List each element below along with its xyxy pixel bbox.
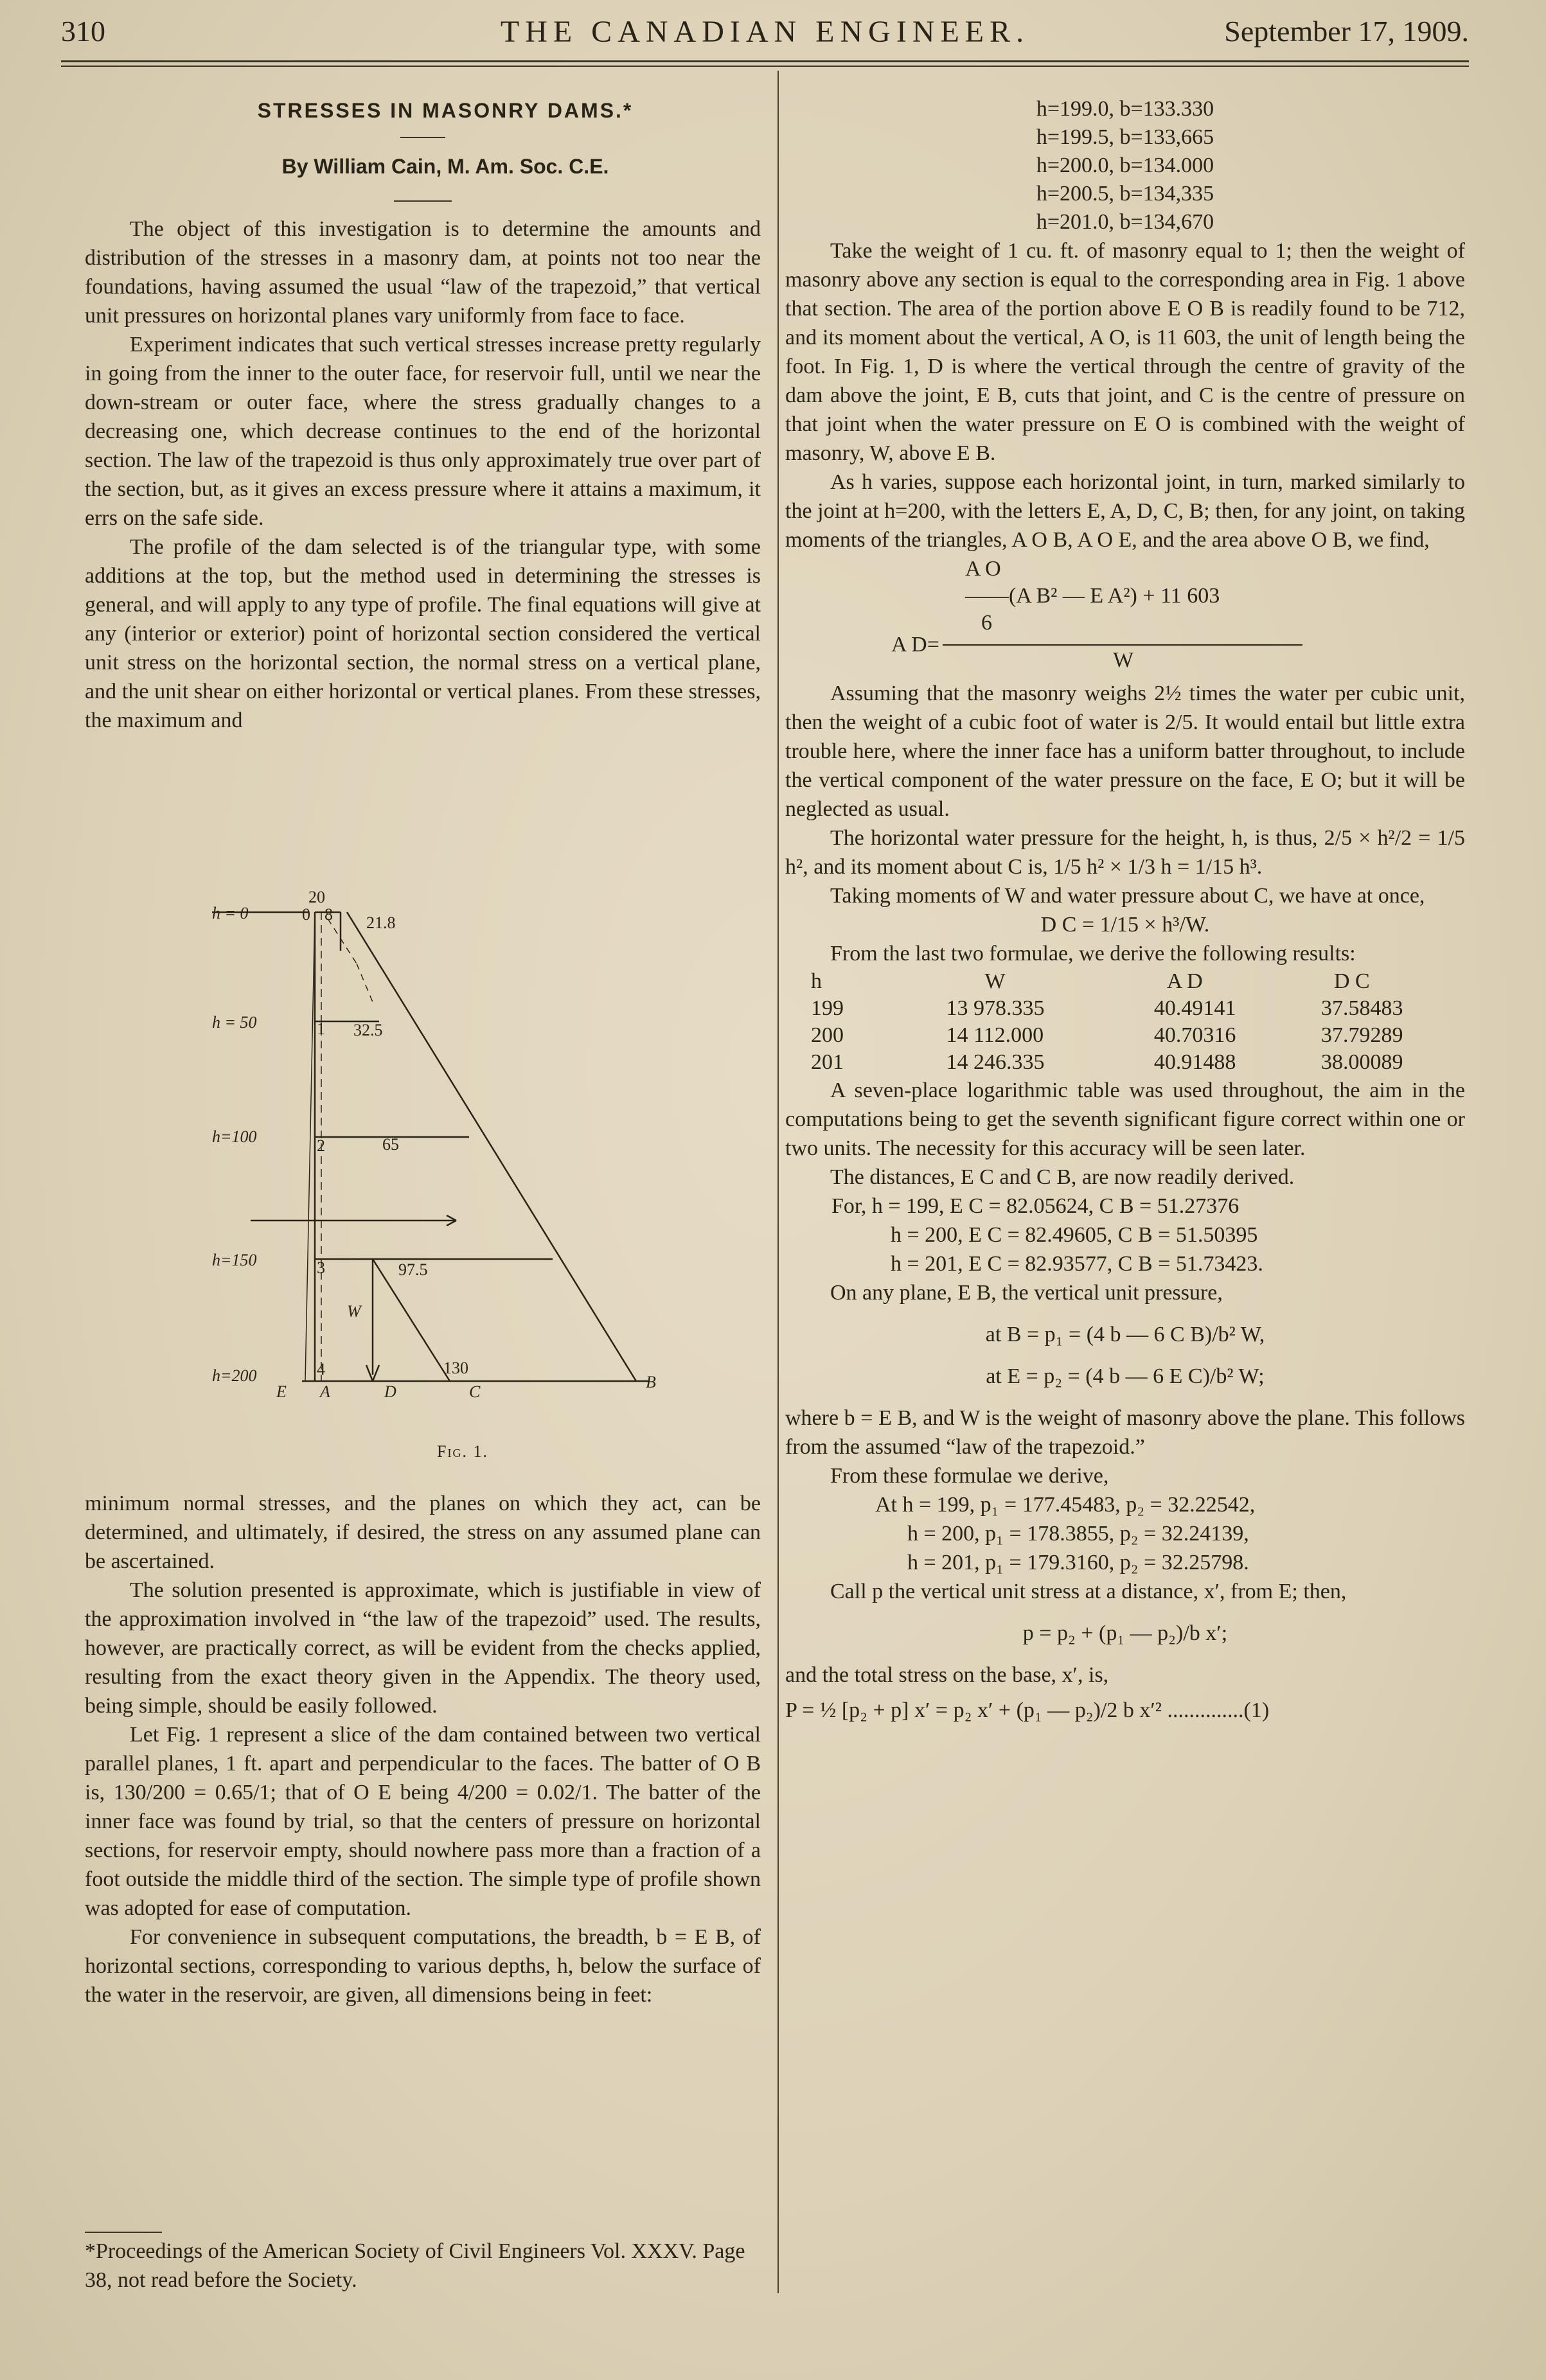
equation-p: p = p₂ + (p₁ — p₂)/b x′; xyxy=(1022,1621,1228,1645)
label-n3: 3 xyxy=(317,1258,325,1277)
page-header xyxy=(61,14,1469,59)
figure-1 xyxy=(212,874,713,1465)
label-C: C xyxy=(469,1382,481,1401)
ec-cb-row: h = 201, E C = 82.93577, C B = 51.73423. xyxy=(891,1252,1263,1276)
label-n2: 2 xyxy=(317,1136,325,1155)
paragraph: On any plane, E B, the vertical unit pressure, xyxy=(830,1281,1223,1305)
paragraph: The object of this investigation is to determine the amounts and distribution of the stresses in a masonry dam, at points not too near the foundations, having assumed the usual “law of the trapezoid,” that vertical unit pressures on horizontal planes vary uniformly from face to face. xyxy=(85,217,761,328)
label-w100: 65 xyxy=(382,1135,399,1154)
paragraph: Taking moments of W and water pressure about C, we have at once, xyxy=(830,884,1425,908)
label-h50: h = 50 xyxy=(212,1013,257,1032)
byline-rule xyxy=(394,200,452,202)
left-column-bottom xyxy=(85,1489,761,2009)
paragraph: Take the weight of 1 cu. ft. of masonry equal to 1; then the weight of masonry above any section is equal to the corresponding area in Fig. 1 above that section. The area of the portion above E O B is readily found to be 712, and its moment about the vertical, A O, is 11 603, the unit of length being the foot. In Fig. 1, D is where the vertical through the centre of gravity of the dam above the joint, E B, cuts that joint, and C is the centre of pressure on that joint when the water pressure on E O is combined with the weight of masonry, W, above E B. xyxy=(785,239,1465,465)
results-table xyxy=(785,968,1465,1076)
label-w50: 32.5 xyxy=(353,1021,383,1039)
breadth-row: h=200.0, b=134.000 xyxy=(1036,154,1214,177)
article-title: STRESSES IN MASONRY DAMS.* xyxy=(257,99,634,122)
label-h200: h=200 xyxy=(212,1366,257,1385)
table-cell: 40.91488 xyxy=(1153,1050,1236,1074)
table-cell: 14 112.000 xyxy=(946,1023,1044,1047)
equation-pressure-e: at E = p₂ = (4 b — 6 E C)/b² W; xyxy=(986,1364,1265,1388)
paragraph: The distances, E C and C B, are now readily derived. xyxy=(830,1165,1295,1189)
table-cell: 199 xyxy=(811,996,844,1020)
column-divider xyxy=(777,71,779,2293)
p-values-row: h = 200, p₁ = 178.3855, p₂ = 32.24139, xyxy=(907,1522,1249,1546)
label-D: D xyxy=(384,1382,396,1401)
paragraph: From the last two formulae, we derive the following results: xyxy=(830,942,1356,965)
label-eight: 8 xyxy=(324,905,333,924)
table-header: D C xyxy=(1334,969,1370,993)
table-header: h xyxy=(811,969,822,993)
table-row xyxy=(785,1022,1465,1049)
ec-cb-row: h = 200, E C = 82.49605, C B = 51.50395 xyxy=(891,1223,1258,1247)
label-B: B xyxy=(646,1373,656,1391)
paragraph: As h varies, suppose each horizontal joint, in turn, marked similarly to the joint at h=200, with the letters E, A, D, C, B; then, for any joint, on taking moments of the triangles, A O B, A O E, and the area above O B, we find, xyxy=(785,470,1465,552)
ec-cb-row: For, h = 199, E C = 82.05624, C B = 51.27376 xyxy=(831,1194,1239,1218)
equation-dc: D C = 1/15 × h³/W. xyxy=(1040,913,1210,937)
issue-date: September 17, 1909. xyxy=(1224,15,1469,48)
p-values-list xyxy=(785,1490,1465,1577)
table-row xyxy=(785,1049,1465,1076)
label-n4: 4 xyxy=(317,1360,325,1379)
footnote xyxy=(85,2237,761,2295)
table-cell: 40.70316 xyxy=(1153,1023,1236,1047)
breadth-row: h=199.5, b=133,665 xyxy=(1036,125,1214,149)
label-h0: h = 0 xyxy=(212,904,249,922)
label-n1: 1 xyxy=(317,1019,325,1038)
label-E: E xyxy=(276,1382,287,1401)
article-byline: By William Cain, M. Am. Soc. C.E. xyxy=(281,155,609,178)
table-cell: 200 xyxy=(811,1023,844,1047)
label-top-width: 20 xyxy=(308,888,325,906)
breadth-row: h=199.0, b=133.330 xyxy=(1036,97,1214,121)
table-cell: 40.49141 xyxy=(1153,996,1236,1020)
label-W: W xyxy=(347,1302,361,1321)
label-top-right: 21.8 xyxy=(366,913,396,932)
paragraph: For convenience in subsequent computations, the breadth, b = E B, of horizontal sections, corresponding to various depths, h, below the surface of the water in the reservoir, are given, all dimensions being in feet: xyxy=(85,1925,761,2007)
header-rule xyxy=(61,60,1469,62)
table-header: W xyxy=(984,969,1006,993)
footnote-rule xyxy=(85,2232,162,2233)
table-cell: 201 xyxy=(811,1050,844,1074)
magazine-title: THE CANADIAN ENGINEER. xyxy=(500,15,1030,49)
eq-ad-six: 6 xyxy=(981,611,992,635)
label-w150: 97.5 xyxy=(398,1260,428,1279)
table-row xyxy=(785,995,1465,1022)
eq-ad-numerator: ——(A B² — E A²) + 11 603 xyxy=(965,584,1220,608)
ec-cb-list xyxy=(785,1192,1465,1278)
table-cell: 13 978.335 xyxy=(946,996,1045,1020)
table-cell: 37.58483 xyxy=(1321,996,1403,1020)
paragraph: The solution presented is approximate, which is justifiable in view of the approximation involved in “the law of the trapezoid” used. The results, however, are practically correct, as will be evident from the checks applied, resulting from the exact theory given in the Appendix. The theory used, being simple, should be easily followed. xyxy=(85,1578,761,1718)
figure-caption: Fig. 1. xyxy=(437,1442,488,1461)
paragraph: and the total stress on the base, x′, is, xyxy=(785,1663,1109,1687)
label-o: 0 xyxy=(302,905,310,924)
header-rule-thin xyxy=(61,66,1469,67)
equation-pressure-b: at B = p₁ = (4 b — 6 C B)/b² W, xyxy=(985,1323,1265,1346)
table-header: A D xyxy=(1166,969,1203,993)
paragraph: From these formulae we derive, xyxy=(830,1464,1109,1488)
label-A: A xyxy=(320,1382,330,1401)
footnote-text: *Proceedings of the American Society of Civil Engineers Vol. XXXV. Page 38, not read before the Society. xyxy=(85,2239,745,2292)
table-header-row xyxy=(785,968,1465,995)
equation-total-stress: P = ½ [p₂ + p] x′ = p₂ x′ + (p₁ — p₂)/2 b x′² ..............(1) xyxy=(785,1698,1270,1722)
paragraph: Experiment indicates that such vertical stresses increase pretty regularly in going from the inner to the outer face, for reservoir full, until we near the down-stream or outer face, where the stress gradually changes to a decreasing one, which decrease continues to the end of the horizontal section. The law of the trapezoid is thus only approximately true over part of the section, but, as it gives an excess pressure where it attains a maximum, it errs on the safe side. xyxy=(85,333,761,530)
title-rule xyxy=(400,137,445,138)
paragraph: where b = E B, and W is the weight of masonry above the plane. This follows from the assumed “law of the trapezoid.” xyxy=(785,1406,1465,1459)
breadth-row: h=201.0, b=134,670 xyxy=(1036,210,1214,234)
label-h150: h=150 xyxy=(212,1251,257,1269)
table-cell: 14 246.335 xyxy=(946,1050,1045,1074)
page-number: 310 xyxy=(61,15,105,48)
eq-ad-denominator: W xyxy=(1113,648,1134,672)
paragraph: Assuming that the masonry weighs 2½ times the water per cubic unit, then the weight of a cubic foot of water is 2/5. It would entail but little extra trouble here, where the inner face has a uniform batter throughout, to include the vertical component of the water pressure on the face, E O; but it will be neglected as usual. xyxy=(785,682,1465,821)
equation-ad xyxy=(785,554,1465,670)
paragraph: The horizontal water pressure for the height, h, is thus, 2/5 × h²/2 = 1/5 h², and its moment about C is, 1/5 h² × 1/3 h = 1/15 h³. xyxy=(785,826,1465,879)
label-w200: 130 xyxy=(443,1359,468,1377)
paragraph: A seven-place logarithmic table was used throughout, the aim in the computations being to get the seventh significant figure correct within one or two units. The necessity for this accuracy will be seen later. xyxy=(785,1079,1465,1160)
dam-profile-diagram xyxy=(212,874,713,1439)
p-values-row: h = 201, p₁ = 179.3160, p₂ = 32.25798. xyxy=(907,1551,1249,1574)
right-column xyxy=(785,95,1465,1725)
label-h100: h=100 xyxy=(212,1127,257,1146)
eq-ad-lhs: A D= xyxy=(891,633,939,657)
left-column-top xyxy=(85,96,761,735)
table-cell: 38.00089 xyxy=(1321,1050,1403,1074)
table-cell: 37.79289 xyxy=(1321,1023,1403,1047)
breadth-list xyxy=(785,95,1465,236)
paragraph: minimum normal stresses, and the planes on which they act, can be determined, and ultimately, if desired, the stress on any assumed plane can be ascertained. xyxy=(85,1492,761,1573)
paragraph: Call p the vertical unit stress at a distance, x′, from E; then, xyxy=(830,1580,1347,1603)
p-values-row: At h = 199, p₁ = 177.45483, p₂ = 32.22542, xyxy=(875,1493,1256,1517)
paragraph: The profile of the dam selected is of the triangular type, with some additions at the top, but the method used in determining the stresses is general, and will apply to any type of profile. The final equations will give at any (interior or exterior) point of horizontal section considered the vertical unit stress on the horizontal section, the normal stress on a vertical plane, and the unit shear on either horizontal or vertical planes. From these stresses, the maximum and xyxy=(85,535,761,732)
eq-ad-ao: A O xyxy=(965,557,1001,581)
paragraph: Let Fig. 1 represent a slice of the dam contained between two vertical parallel planes, 1 ft. apart and perpendicular to the faces. The batter of O B is, 130/200 = 0.65/1; that of O E being 4/200 = 0.02/1. The batter of the inner face was found by trial, so that the centers of pressure on horizontal sections, for reservoir empty, should nowhere pass more than a fraction of a foot outside the middle third of the section. The simple type of profile shown was adopted for ease of computation. xyxy=(85,1723,761,1920)
breadth-row: h=200.5, b=134,335 xyxy=(1036,182,1214,206)
